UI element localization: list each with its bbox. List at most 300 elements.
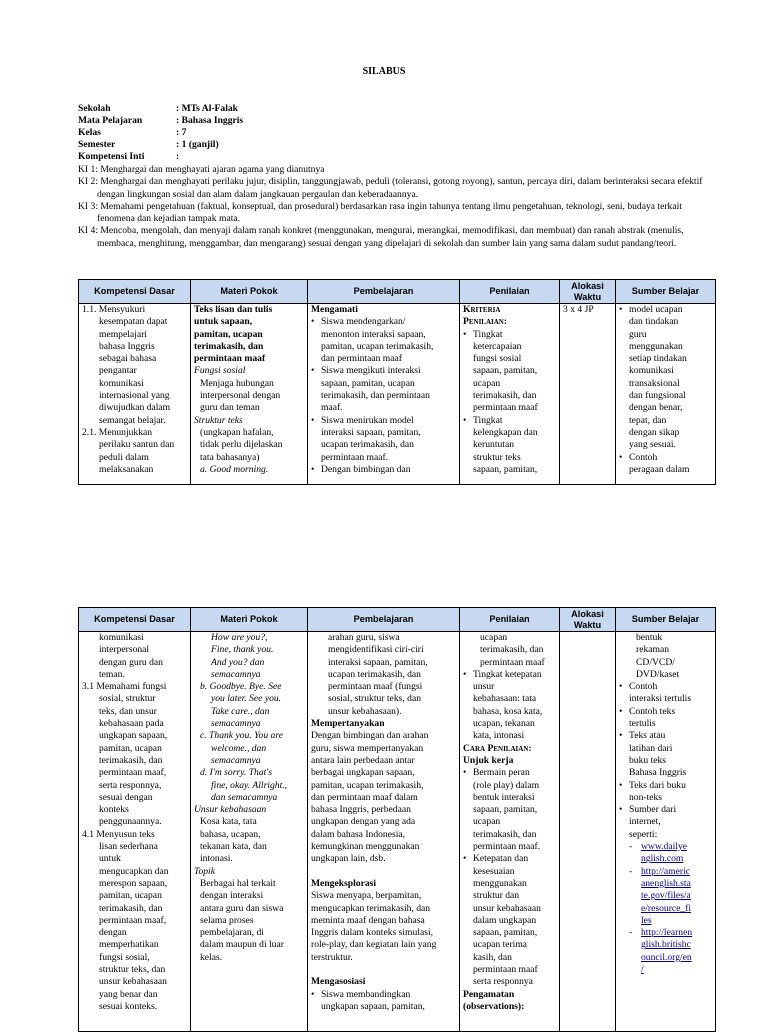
resource-link-text[interactable]: les [641,914,652,926]
materi-line: tidak perlu dijelaskan [200,439,283,451]
ki-4: KI 4: Mencoba, mengolah, dan menyaji dalam ranah konkret (menggunakan, mengurai, merangkai, memodifikasi, dan membuat) dan ranah abstrak (menulis, membaca, menghitung, menggambar, dan mengarang) sesuai dengan yang dipelajari di sekolah dan sumber lain yang sama dalam sudut pandang/teori. [78,225,684,249]
bullet-line: struktur teks [473,451,521,463]
bullet-line: menonton interaksi sapaan, [321,328,426,340]
bullet-line: internet, [629,816,661,828]
materi-title: permintaan maaf [194,353,266,365]
bullet-line: Siswa mengikuti interaksi [321,365,421,377]
bullet-line: fungsi sosial [473,353,522,365]
resource-link[interactable] [641,878,712,890]
bullet-icon: • [311,365,315,377]
kd-line: pamitan, ucapan [99,742,162,754]
kd-line: fungsi sosial, [99,951,150,963]
resource-link[interactable] [641,866,712,878]
materi-example: Fine, thank you. [211,644,274,656]
info-value: : 1 (ganjil) [176,139,219,150]
bullet-line: pamitan, ucapan terimakasih, [321,340,434,352]
pembelajaran-line: ungkapan dengan yang ada [311,816,416,828]
bullet-line: Sumber dari [629,804,677,816]
bullet-line: terimakasih, dan permintaan [321,390,430,402]
materi-line: Kosa kata, tata [200,816,257,828]
materi-line: guru dan teman [200,402,260,414]
materi-line: Berbagai hal terkait [200,877,276,889]
col-penilaian: Penilaian [460,280,560,304]
kd-line: sesuai konteks. [99,1000,158,1012]
ki-3: KI 3: Memahami pengetahuan (faktual, konseptual, dan prosedural) berdasarkan rasa ingin tahunya tentang ilmu pengetahuan, teknologi, seni, budaya terkait fenomena dan kejadian tampak mata. [78,200,682,225]
sumber-line: bentuk [636,632,663,643]
col-materi-pokok: Materi Pokok [191,608,308,632]
materi-title: terimakasih, dan [194,340,264,352]
bullet-icon: • [463,767,467,779]
bullet-line: ucapan terimakasih, dan [321,439,414,451]
kd-line: kesempatan dapat [99,316,168,328]
pembelajaran-line: Dengan bimbingan dan arahan [311,730,429,742]
mengamati-item [311,316,456,365]
kd-line: kebahasaan pada [99,718,164,730]
materi-line: antara guru dan siswa [200,902,284,914]
kd-line: diwujudkan dalam [99,402,171,414]
info-value: : Bahasa Inggris [176,115,244,126]
materi-example: How are you?, [211,632,268,643]
bullet-line: Tingkat ketepatan [473,668,542,680]
bullet-line: dan permintaan maaf [321,353,402,365]
mengamati-item [311,464,456,476]
materi-example: semacamnya [211,668,261,680]
kd-line: peduli dalam [99,451,149,463]
bullet-line: kasih, dan [473,951,512,963]
resource-link-text[interactable]: http://learnen [641,927,693,939]
penilaian-line: terimakasih, dan [480,644,544,656]
kd-line: internasional yang [99,390,170,402]
syllabus-table-2 [78,607,716,1032]
pembelajaran-line: berbagai ungkapan sapaan, [311,767,415,779]
bullet-line: permintaan maaf [473,964,538,976]
bullet-icon: • [311,414,315,426]
kd-line: permintaan maaf, [99,914,167,926]
kd-line: sebagai bahasa [99,353,157,365]
materi-line: dengan interaksi [200,890,264,902]
bullet-line: transaksional [629,377,680,389]
bullet-icon: • [619,779,623,791]
resource-link-text[interactable]: e/resource_fi [641,902,692,914]
kd-line: terimakasih, dan [99,754,163,766]
bullet-line: seperti: [629,828,658,840]
fungsi-sosial-label: Fungsi sosial [194,365,246,377]
pembelajaran-line: sosial, struktur teks, dan [328,693,421,705]
alokasi-cell [560,632,616,1032]
sumber-item [619,730,712,779]
materi-example: a. Good morning. [200,463,269,475]
mengamati-item [311,365,456,414]
resource-link[interactable] [641,964,712,976]
bullet-icon: • [463,853,467,865]
pembelajaran-line: terstruktur. [311,951,353,963]
bullet-line: bentuk interaksi [473,791,535,803]
pembelajaran-line: meminta maaf dengan bahasa [311,914,425,926]
bullet-line: Contoh [629,681,658,693]
materi-line: intonasi. [200,853,233,865]
resource-link-text[interactable]: glish.britishc [641,939,691,951]
pengamatan-label: Pengamatan [463,988,515,1000]
resource-link-text[interactable]: / [641,964,644,976]
pembelajaran-line: arahan guru, siswa [328,632,400,643]
resource-link-text[interactable]: www.dailye [641,841,688,853]
bullet-line: tertulis [629,718,656,730]
kd-heading: 3.1 Memahami fungsi [82,681,167,693]
bullet-line: sapaan, pamitan, [473,804,538,816]
kd-line: interpersonal [99,644,150,656]
info-row [78,103,718,115]
bullet-line: sapaan, pamitan, [473,365,538,377]
alokasi-cell [560,304,616,485]
pengamatan-label: (observations): [463,1000,525,1012]
kd-line: yang benar dan [99,988,158,1000]
kd-line: sosial, struktur [99,693,156,705]
unjuk-kerja-item [463,853,556,988]
mengeksplorasi-label: Mengeksplorasi [311,877,377,889]
kd-line: lisan sederhana [99,841,158,853]
bullet-line: ungkapan sapaan, pamitan, [321,1000,425,1012]
resource-link[interactable] [641,915,712,927]
resource-link[interactable] [641,939,712,951]
bullet-line: sapaan, pamitan, [473,927,538,939]
materi-title: pamitan, ucapan [194,328,263,340]
info-label: Mata Pelajaran [78,115,143,126]
penilaian-item [463,415,556,476]
bullet-icon: • [463,668,467,680]
col-pembelajaran: Pembelajaran [308,280,460,304]
kd-line: bahasa Inggris [99,340,155,352]
materi-line: dalam maupun di luar [200,939,284,951]
bullet-line: menggunakan [473,877,527,889]
sumber-line: rekaman [636,644,670,656]
sumber-item [619,780,712,805]
bullet-line: permintaan maaf. [473,841,541,853]
spacer [311,866,456,878]
materi-example: d. I'm sorry. That's [200,767,273,779]
bullet-icon: • [619,304,623,315]
info-label: Sekolah [78,103,111,114]
mempertanyakan-label: Mempertanyakan [311,718,385,730]
bullet-line: permintaan maaf [473,402,538,414]
bullet-line: menggunakan [629,340,683,352]
col-materi-pokok: Materi Pokok [191,280,308,304]
kd-line: dengan guru dan [99,656,163,668]
bullet-line: interaksi sapaan, pamitan, [321,426,421,438]
table-row [79,632,716,1032]
kd-line: komunikasi [99,377,144,389]
col-alokasi-waktu: Alokasi Waktu [560,608,616,632]
kd-line: mempelajari [99,328,147,340]
bullet-line: sapaan, pamitan, ucapan [321,377,415,389]
kd-line: unsur kebahasaan [99,976,167,988]
bullet-line: serta responnya [473,976,533,988]
bullet-line: (role play) dalam [473,779,540,791]
pembelajaran-line: bahasa Inggris, perbedaan [311,804,411,816]
bullet-line: Ketepatan dan [473,853,529,865]
kd-line: pamitan, ucapan [99,890,162,902]
bullet-line: keruntutan [473,439,515,451]
ki-2: KI 2: Menghargai dan menghayati perilaku jujur, disiplin, tanggungjawab, peduli (toleransi, gotong royong), santun, percaya diri, dalam berinteraksi secara efektif dengan lingkungan sosial dan alam dalam jangkauan pergaulan dan keberadaannya. [78,176,703,200]
penilaian-line: permintaan maaf [480,656,545,668]
materi-line: pembelajaran, di [200,927,264,939]
core-competencies [78,164,720,250]
col-kompetensi-dasar: Kompetensi Dasar [79,608,191,632]
penilaian-cell [460,304,560,485]
pembelajaran-line: mengidentifikasi ciri-ciri [328,644,424,656]
cara-penilaian-label: Cara Penilaian: [463,742,532,754]
pembelajaran-line: guru, siswa mempertanyakan [311,742,424,754]
bullet-line: guru [629,328,647,340]
bullet-icon: • [619,804,623,816]
materi-line: bahasa, ucapan, [200,828,261,840]
bullet-icon: • [463,328,467,340]
link-item [629,841,712,866]
resource-link-text[interactable]: ouncil.org/en [641,951,692,963]
unsur-kebahasaan-label: Unsur kebahasaan [194,804,267,816]
kriteria-label: Penilaian: [463,316,508,328]
materi-title: Teks lisan dan tulis [194,304,273,315]
materi-line: Menjaga hubungan [200,377,274,389]
mengamati-label: Mengamati [311,304,358,315]
info-label: Kompetensi Inti [78,151,145,162]
pembelajaran-line: ungkapan lain, dsb. [311,853,386,865]
kd-line: serta responnya, [99,779,162,791]
bullet-line: Tingkat [473,414,503,426]
ki-1: KI 1: Menghargai dan menghayati ajaran agama yang dianutnya [78,164,325,175]
bullet-line: yang sesuai. [629,439,676,451]
kd-line: perilaku santun dan [99,439,175,451]
penilaian-line: ucapan [480,632,508,643]
alokasi-value: 3 x 4 JP [563,304,594,315]
materi-line: interpersonal dengan [200,390,281,402]
kd-line: melaksanakan [99,463,154,475]
kd-line: untuk [99,853,121,865]
kd-line: komunikasi [99,632,144,643]
info-label: Semester [78,139,116,150]
bullet-line: setiap tindakan [629,353,687,365]
dash-icon: - [629,927,633,939]
materi-example: And you? dan [211,656,265,668]
link-item [629,866,712,927]
struktur-teks-label: Struktur teks [194,414,243,426]
materi-line: tekanan kata, dan [200,841,267,853]
pembelajaran-line: dan permintaan maaf dalam [311,791,418,803]
kd-line: pengantar [99,365,137,377]
resource-link[interactable] [641,841,712,853]
materi-example: c. Thank you. You are [200,730,283,742]
bullet-line: ucapan, tekanan [473,718,535,730]
info-row [78,115,718,127]
bullet-line: Bahasa Inggris [629,767,687,779]
bullet-line: komunikasi [629,365,674,377]
bullet-line: Bermain peran [473,767,530,779]
bullet-line: ucapan [473,377,501,389]
materi-example: semacamnya [211,718,261,730]
bullet-line: sapaan, pamitan, [473,463,538,475]
unjuk-kerja-label: Unjuk kerja [463,754,514,766]
resource-link[interactable] [641,952,712,964]
bullet-line: tepat, dan [629,414,667,426]
kd-line: 2.1. Menunjukkan [82,426,153,438]
bullet-icon: • [311,988,315,1000]
penilaian-item [463,329,556,415]
dash-icon: - [629,865,633,877]
kd-line: teks, dan unsur [99,705,157,717]
kd-cell [79,632,191,1032]
kd-cell [79,304,191,485]
info-label: Kelas [78,127,101,138]
bullet-line: buku teks [629,754,667,766]
bullet-line: bahasa, kosa kata, [473,705,543,717]
bullet-line: Siswa menirukan model [321,414,414,426]
materi-line: selama proses [200,914,254,926]
pembelajaran-cell [308,304,460,485]
pembelajaran-line: Siswa menyapa, berpamitan, [311,890,422,902]
resource-link[interactable] [641,903,712,915]
table-header-row [79,608,716,632]
sumber-line: DVD/kaset [636,668,680,680]
pembelajaran-line: permintaan maaf (fungsi [328,681,423,693]
resource-link-text[interactable]: te.gov/files/a [641,890,691,902]
bullet-line: Teks dari buku [629,779,686,791]
materi-example: dan semacamnya [211,791,278,803]
pembelajaran-line: mengucapkan terimakasih, dan [311,902,431,914]
sumber-line: CD/VCD/ [636,656,675,668]
bullet-line: Contoh [629,451,658,463]
pembelajaran-line: ucapan terimakasih, dan [328,668,421,680]
topik-label: Topik [194,865,215,877]
sumber-item [619,452,712,477]
resource-link-text[interactable]: nglish.com [641,853,684,865]
sumber-list [619,304,712,476]
bullet-line: terimakasih, dan [473,390,537,402]
bullet-line: ucapan [473,816,501,828]
pembelajaran-line: kemungkinan menggunakan [311,841,420,853]
info-row [78,151,718,163]
mengasosiasi-item [311,989,456,1014]
bullet-icon: • [311,463,315,475]
pembelajaran-line: dalam bahasa Indonesia, [311,828,406,840]
bullet-line: dalam ungkapan [473,914,537,926]
bullet-line: terimakasih, dan [473,828,537,840]
materi-example: semacamnya [211,754,261,766]
bullet-line: kesesuaian [473,865,515,877]
pembelajaran-cell [308,632,460,1032]
kd-line: memperhatikan [99,939,159,951]
info-value: : [176,151,180,162]
bullet-line: Siswa membandingkan [321,988,411,1000]
pembelajaran-line: role-play, dan kegiatan lain yang [311,939,437,951]
pembelajaran-line: pamitan, ucapan terimakasih, [311,779,424,791]
materi-title: untuk sapaan, [194,316,253,328]
bullet-icon: • [619,705,623,717]
resource-link[interactable] [641,853,712,865]
resource-link-text[interactable]: http://americ [641,865,691,877]
bullet-line: Tingkat [473,328,503,340]
bullet-icon: • [463,414,467,426]
bullet-line: Dengan bimbingan dan [321,463,411,475]
info-row [78,139,718,151]
pembelajaran-line: antara lain perbedaan antar [311,754,415,766]
kd-line: teman. [99,668,125,680]
bullet-line: model ucapan [629,304,683,315]
penilaian-item [463,669,556,743]
sumber-cell [616,632,716,1032]
mengamati-item [311,415,456,464]
sumber-item [619,304,712,452]
bullet-line: permintaan maaf. [321,451,389,463]
resource-link[interactable] [641,890,712,902]
table-header-row [79,280,716,304]
materi-example: Take care., dan [211,705,270,717]
bullet-line: Siswa mendengarkan/ [321,316,406,328]
materi-line: kelas. [200,951,223,963]
kd-line: permintaan maaf, [99,767,167,779]
identity-block [78,103,718,163]
kd-line: terimakasih, dan [99,902,163,914]
kd-line: dengan [99,927,127,939]
bullet-icon: • [619,681,623,693]
bullet-line: dan tindakan [629,316,679,328]
pembelajaran-line: unsur kebahasaan). [328,705,402,717]
kd-line: semangat belajar. [99,414,166,426]
kd-line: struktur teks, dan [99,964,166,976]
materi-example: fine, okay. Allright., [211,779,288,791]
pembelajaran-line: interaksi sapaan, pamitan, [328,656,428,668]
document-title: SILABUS [362,66,406,77]
unjuk-kerja-item [463,767,556,853]
col-sumber-belajar: Sumber Belajar [616,608,716,632]
bullet-icon: • [311,316,315,328]
bullet-line: dengan sikap [629,426,680,438]
pembelajaran-line: Inggris dalam konteks simulasi, [311,927,434,939]
kd-heading: 4.1 Menyusun teks [82,828,155,840]
bullet-icon: • [619,451,623,463]
mengamati-list [311,316,456,476]
sumber-item [619,681,712,706]
bullet-line: dan fungsional [629,390,686,402]
penilaian-list [463,329,556,477]
link-list [619,841,712,976]
spacer [311,964,456,976]
materi-cell [191,632,308,1032]
bullet-icon: • [619,730,623,742]
resource-link[interactable] [641,927,712,939]
col-sumber-belajar: Sumber Belajar [616,280,716,304]
col-penilaian: Penilaian [460,608,560,632]
materi-example: b. Goodbye. Bye. See [200,681,282,693]
bullet-line: interaksi tertulis [629,693,692,705]
link-item [629,927,712,976]
table-row [79,304,716,485]
resource-link-text[interactable]: anenglish.sta [641,877,691,889]
penilaian-list [463,669,556,743]
bullet-line: unsur [473,681,495,693]
kd-line: penggunaannya. [99,816,162,828]
bullet-line: non-teks [629,791,663,803]
bullet-line: dengan benar, [629,402,683,414]
sumber-cell [616,304,716,485]
bullet-line: kebahasaan: tata [473,693,537,705]
unjuk-kerja-list [463,767,556,988]
bullet-line: struktur dan [473,890,520,902]
info-value: : 7 [176,127,187,138]
materi-line: tata bahasanya) [200,451,260,463]
materi-example: you later. See you. [211,693,282,705]
penilaian-cell [460,632,560,1032]
bullet-line: Contoh teks [629,705,676,717]
mengasosiasi-list [311,989,456,1014]
